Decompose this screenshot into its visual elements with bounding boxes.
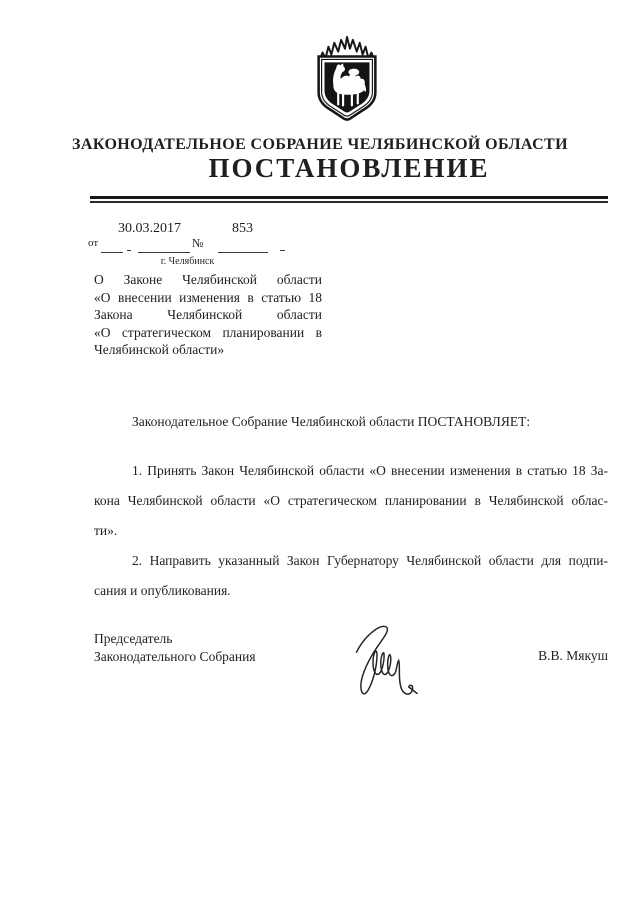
text-line: Председатель bbox=[94, 631, 173, 646]
text-line: «О стратегическом планировании в bbox=[94, 324, 322, 340]
text-line: сания и опубликования. bbox=[94, 583, 231, 598]
text-line: «О внесении изменения в статью 18 bbox=[94, 289, 322, 305]
number-dash bbox=[280, 250, 285, 251]
date-from-label: от bbox=[88, 237, 99, 249]
text-line: Законодательного Собрания bbox=[94, 649, 256, 664]
body-paragraph-1 bbox=[94, 456, 608, 546]
signature-block bbox=[94, 630, 608, 666]
number-label: № bbox=[192, 236, 204, 250]
date-underline bbox=[101, 252, 123, 253]
text-line: Закона Челябинской области bbox=[94, 307, 322, 322]
signature-image bbox=[340, 614, 450, 704]
text-line: ти». bbox=[94, 523, 118, 538]
number-underline bbox=[218, 252, 268, 253]
text-line: 2. Направить указанный Закон Губернатору Челябинской области для подпи- bbox=[132, 553, 608, 568]
date-value: 30.03.2017 bbox=[118, 221, 181, 236]
coat-of-arms-icon bbox=[302, 34, 392, 122]
text-line: Челябинской области» bbox=[94, 342, 225, 357]
date-dash bbox=[127, 250, 131, 251]
number-value: 853 bbox=[232, 221, 253, 236]
body-paragraph-2 bbox=[94, 546, 608, 606]
org-name: ЗАКОНОДАТЕЛЬНОЕ СОБРАНИЕ ЧЕЛЯБИНСКОЙ ОБЛАСТИ bbox=[72, 136, 568, 153]
doc-type-title: ПОСТАНОВЛЕНИЕ bbox=[208, 153, 490, 183]
text-line: кона Челябинской области «О стратегическом планировании в Челябинской облас- bbox=[94, 493, 608, 508]
header-rule bbox=[90, 196, 608, 203]
date-number-block bbox=[88, 221, 318, 257]
text-line: О Законе Челябинской области bbox=[94, 272, 322, 287]
date-underline bbox=[138, 252, 190, 253]
body-text bbox=[94, 456, 608, 606]
resolution-statement: Законодательное Собрание Челябинской области ПОСТАНОВЛЯЕТ: bbox=[132, 414, 531, 429]
city-label: г. Челябинск bbox=[160, 256, 215, 267]
subject-paragraph bbox=[94, 271, 322, 359]
signer-name: В.В. Мякуш bbox=[538, 648, 608, 663]
text-line: 1. Принять Закон Челябинской области «О внесении изменения в статью 18 За- bbox=[132, 463, 608, 478]
